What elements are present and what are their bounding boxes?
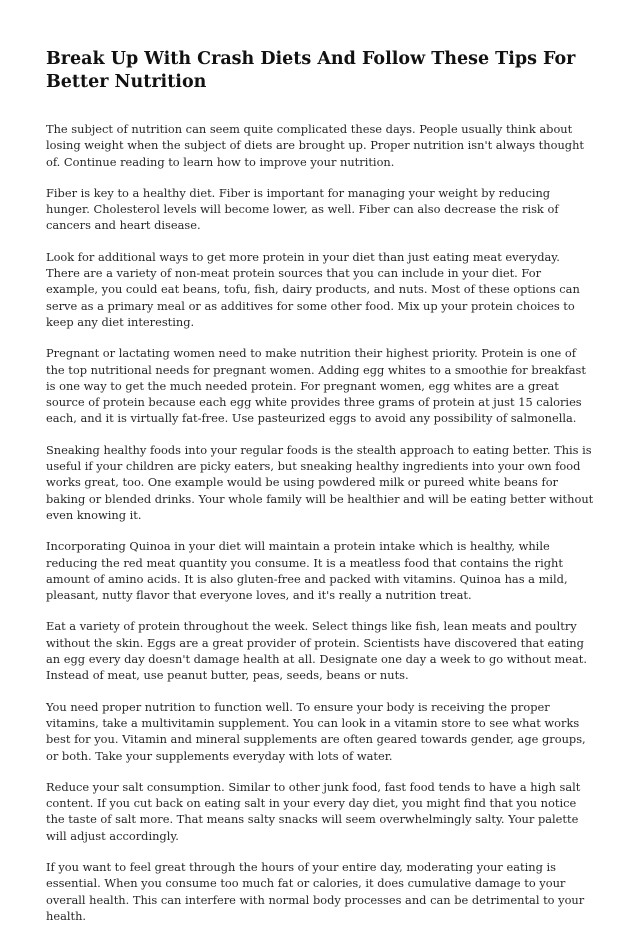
document-page	[46, 48, 594, 939]
paragraph-pregnancy: Pregnant or lactating women need to make nutrition their highest priority. Protein is one of the top nutritional needs for pregnant women. Adding egg whites to a smoothie for breakfast is one way to get the much needed protein. For pregnant women, egg whites are a great source of protein because each egg white provides three grams of protein at just 15 calories each, and it is virtually fat-free. Use pasteurized eggs to avoid any possibility of salmonella.	[46, 346, 586, 426]
paragraph-vitamins: You need proper nutrition to function well. To ensure your body is receiving the proper vitamins, take a multivitamin supplement. You can look in a vitamin store to see what works best for you. Vitamin and mineral supplements are often geared towards gender, age groups, or both. Take your supplements everyday with lots of water.	[46, 699, 586, 763]
paragraph-sneaking-healthy-foods: Sneaking healthy foods into your regular foods is the stealth approach to eating better. This is useful if your children are picky eaters, but sneaking healthy ingredients into your own food works great, too. One example would be using powdered milk or pureed white beans for baking or blended drinks. Your whole family will be healthier and will be eating better without even knowing it.	[46, 442, 594, 522]
paragraph-moderation: If you want to feel great through the hours of your entire day, moderating your eating is essential. When you consume too much fat or calories, it does cumulative damage to your overall health. This can interfere with normal body processes and can be detrimental to your health.	[46, 859, 585, 923]
document-title: Break Up With Crash Diets And Follow These Tips For Better Nutrition	[46, 49, 576, 92]
paragraph-fiber: Fiber is key to a healthy diet. Fiber is important for managing your weight by reducing hunger. Cholesterol levels will become lower, as well. Fiber can also decrease the risk of cancers and heart disease.	[46, 185, 559, 233]
paragraph-salt: Reduce your salt consumption. Similar to other junk food, fast food tends to have a high salt content. If you cut back on eating salt in your every day diet, you might find that you notice the taste of salt more. That means salty snacks will seem overwhelmingly salty. Your palette will adjust accordingly.	[46, 779, 581, 843]
paragraph-protein-variety: Eat a variety of protein throughout the week. Select things like fish, lean meats and poultry without the skin. Eggs are a great provider of protein. Scientists have discovered that eating an egg every day doesn't damage health at all. Designate one day a week to go without meat. Instead of meat, use peanut butter, peas, seeds, beans or nuts.	[46, 619, 587, 683]
paragraph-quinoa: Incorporating Quinoa in your diet will maintain a protein intake which is healthy, while reducing the red meat quantity you consume. It is a meatless food that contains the right amount of amino acids. It is also gluten-free and packed with vitamins. Quinoa has a mild, pleasant, nutty flavor that everyone loves, and it's really a nutrition treat.	[46, 539, 568, 603]
paragraph-intro: The subject of nutrition can seem quite complicated these days. People usually think about losing weight when the subject of diets are brought up. Proper nutrition isn't always thought of. Continue reading to learn how to improve your nutrition.	[46, 122, 584, 169]
paragraph-protein-sources: Look for additional ways to get more protein in your diet than just eating meat everyday. There are a variety of non-meat protein sources that you can include in your diet. For example, you could eat beans, tofu, fish, dairy products, and nuts. Most of these options can serve as a primary meal or as additives for some other food. Mix up your protein choices to keep any diet interesting.	[46, 249, 580, 329]
